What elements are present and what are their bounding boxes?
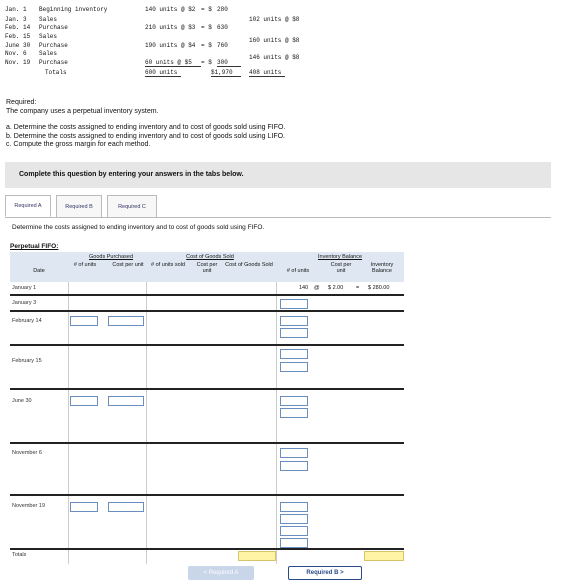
given-eq: = $ <box>201 42 212 49</box>
header-sold-cost: Cost per unit <box>196 262 218 274</box>
header-inventory-balance: Inventory Balance <box>317 254 363 260</box>
row-separator <box>10 548 404 550</box>
given-desc: Sales <box>39 16 58 23</box>
purchased-cost-input[interactable] <box>108 396 144 406</box>
given-sales: 146 units @ $8 <box>249 54 300 61</box>
given-eq: = $ <box>201 6 212 13</box>
given-amount: 300 <box>217 59 241 67</box>
required-section <box>6 99 285 150</box>
column-divider <box>276 282 277 564</box>
given-date: Feb. 15 <box>5 33 31 40</box>
given-date: Feb. 14 <box>5 24 31 31</box>
given-totals-label: Totals <box>45 69 67 76</box>
given-desc: Purchase <box>39 24 68 31</box>
given-purchase: 140 units @ $2 <box>145 6 196 13</box>
tab-required-c[interactable]: Required C <box>107 195 157 217</box>
balance-units-input[interactable] <box>280 526 308 536</box>
purchased-cost-input[interactable] <box>108 502 144 512</box>
given-purchase: 210 units @ $3 <box>145 24 196 31</box>
tab-required-b[interactable]: Required B <box>56 195 102 217</box>
purchased-cost-input[interactable] <box>108 316 144 326</box>
required-a-text: a. Determine the costs assigned to ending inventory and to cost of goods sold using FIFO. <box>6 124 286 131</box>
given-eq: = $ <box>201 24 212 31</box>
required-c-text: c. Compute the gross margin for each method. <box>6 141 151 148</box>
jan1-equals: = <box>356 285 360 291</box>
given-amount: 630 <box>217 24 228 31</box>
jan1-balance: $ 280.00 <box>368 285 390 291</box>
header-balance-units: # of units <box>286 268 310 274</box>
given-date: Jan. 1 <box>5 6 27 13</box>
row-label-november-6: November 6 <box>12 450 42 456</box>
row-separator <box>10 294 404 296</box>
jan1-units: 140 <box>299 285 309 291</box>
given-desc: Sales <box>39 33 58 40</box>
row-label-january-3: January 3 <box>12 300 37 306</box>
row-label-june-30: June 30 <box>12 398 32 404</box>
header-cost-of-goods-sold: Cost of Goods Sold <box>186 254 234 260</box>
balance-units-input[interactable] <box>280 461 308 471</box>
required-heading: Required: <box>6 99 37 106</box>
given-date: Jan. 3 <box>5 16 27 23</box>
balance-units-input[interactable] <box>280 514 308 524</box>
header-sold-units: # of units sold <box>151 262 185 268</box>
total-cogs-input[interactable] <box>238 551 276 561</box>
row-separator <box>10 494 404 496</box>
total-inventory-balance-input[interactable] <box>364 551 404 561</box>
given-desc: Purchase <box>39 59 68 66</box>
balance-units-input[interactable] <box>280 328 308 338</box>
balance-units-input[interactable] <box>280 362 308 372</box>
header-cogs: Cost of Goods Sold <box>225 262 273 268</box>
purchased-units-input[interactable] <box>70 502 98 512</box>
tab-instruction: Determine the costs assigned to ending inventory and to cost of goods sold using FIFO. <box>12 224 265 231</box>
next-required-b-button[interactable]: Required B > <box>288 566 362 580</box>
given-date: June 30 <box>5 42 31 49</box>
row-separator <box>10 344 404 346</box>
required-intro: The company uses a perpetual inventory system. <box>6 107 159 115</box>
row-label-february-15: February 15 <box>12 358 42 364</box>
purchased-units-input[interactable] <box>70 316 98 326</box>
given-purchase: 60 units @ $5 <box>145 59 201 67</box>
balance-units-input[interactable] <box>280 408 308 418</box>
given-totals-amount: $1,970 <box>211 69 241 77</box>
tab-divider <box>5 217 551 218</box>
header-purchased-units: # of units <box>73 262 97 268</box>
row-label-totals: Totals <box>12 552 27 558</box>
balance-units-input[interactable] <box>280 502 308 512</box>
jan1-cost: $ 2.00 <box>328 285 344 291</box>
given-totals-sales: 408 units <box>249 69 285 77</box>
given-eq: = $ <box>201 59 212 66</box>
given-date: Nov. 19 <box>5 59 31 66</box>
balance-units-input[interactable] <box>280 349 308 359</box>
row-label-november-19: November 19 <box>12 503 46 509</box>
given-purchase: 190 units @ $4 <box>145 42 196 49</box>
prev-required-a-button[interactable]: < Required A <box>188 566 254 580</box>
banner-text: Complete this question by entering your answers in the tabs below. <box>19 171 244 178</box>
row-separator <box>10 310 404 312</box>
given-desc: Beginning inventory <box>39 6 108 13</box>
header-balance-cost: Cost per unit <box>330 262 352 274</box>
required-b-text: b. Determine the costs assigned to ending inventory and to cost of goods sold using LIFO. <box>6 132 285 140</box>
column-divider <box>146 282 147 564</box>
perpetual-fifo-table <box>10 252 404 564</box>
instruction-banner <box>5 162 551 188</box>
header-goods-purchased: Goods Purchased <box>88 254 134 260</box>
header-purchased-cost: Cost per unit <box>112 262 144 268</box>
given-sales: 160 units @ $8 <box>249 37 300 44</box>
given-date: Nov. 6 <box>5 50 27 57</box>
header-balance-amount: Inventory Balance <box>370 262 394 274</box>
given-desc: Sales <box>39 50 58 57</box>
given-desc: Purchase <box>39 42 68 49</box>
given-totals-purchase: 600 units <box>145 69 181 77</box>
row-label-february-14: February 14 <box>12 318 42 324</box>
row-separator <box>10 442 404 444</box>
header-date: Date <box>33 268 45 274</box>
balance-units-input[interactable] <box>280 299 308 309</box>
balance-units-input[interactable] <box>280 316 308 326</box>
balance-units-input[interactable] <box>280 538 308 548</box>
given-amount: 280 <box>217 6 228 13</box>
purchased-units-input[interactable] <box>70 396 98 406</box>
given-sales: 102 units @ $8 <box>249 16 300 23</box>
given-amount: 760 <box>217 42 228 49</box>
balance-units-input[interactable] <box>280 396 308 406</box>
tab-required-a[interactable]: Required A <box>5 195 51 217</box>
row-label-january-1: January 1 <box>12 285 37 291</box>
table-title: Perpetual FIFO: <box>10 243 59 250</box>
column-divider <box>68 282 69 564</box>
jan1-at: @ <box>314 285 320 291</box>
balance-units-input[interactable] <box>280 448 308 458</box>
row-separator <box>10 388 404 390</box>
